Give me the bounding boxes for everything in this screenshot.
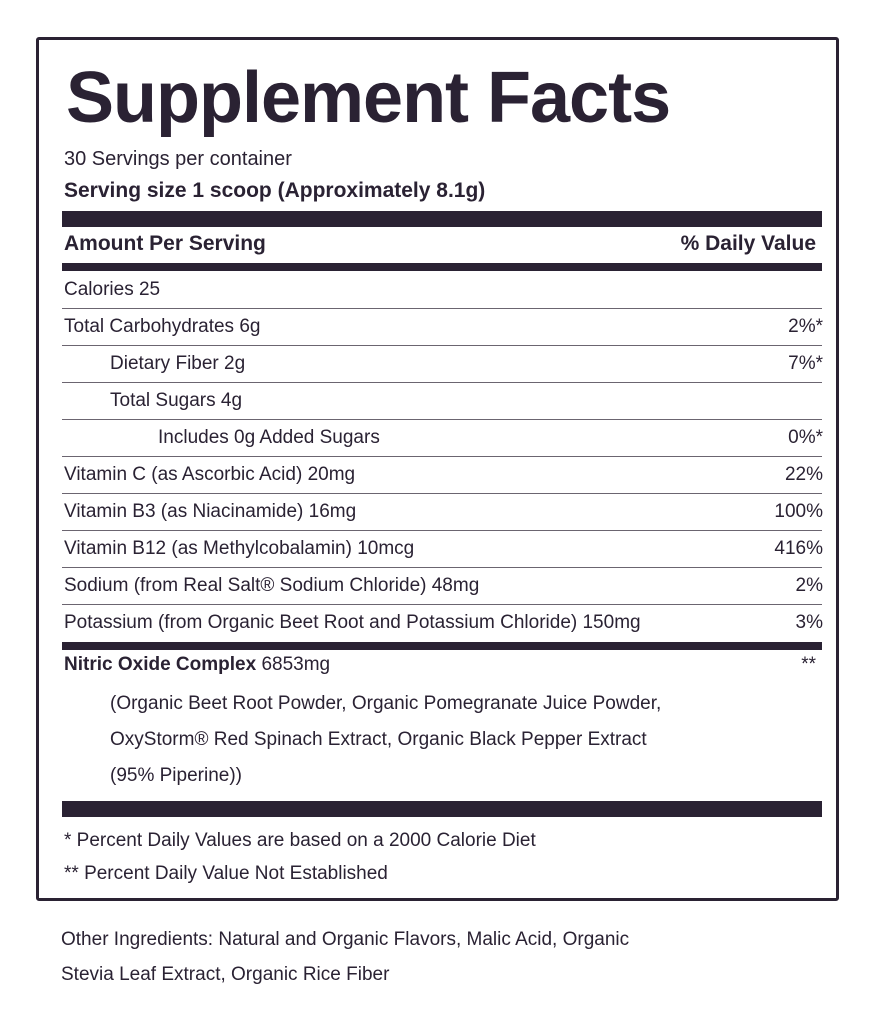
complex-amount: 6853mg	[261, 654, 331, 675]
nutrient-name: Includes 0g Added Sugars	[158, 427, 380, 448]
servings-per-container: 30 Servings per container	[64, 148, 292, 170]
nutrient-name: Total Carbohydrates 6g	[64, 316, 261, 337]
nutrient-row-total-carbohydrates	[62, 309, 822, 346]
nutrient-row-vitamin-b3	[62, 494, 822, 531]
other-ingredients-line: Other Ingredients: Natural and Organic Flavors, Malic Acid, Organic	[61, 929, 630, 950]
nutrient-dv: 2%*	[788, 316, 823, 337]
amount-per-serving-header: Amount Per Serving	[64, 232, 266, 255]
nutrient-dv: 100%	[774, 501, 823, 522]
nutrient-dv: 2%	[795, 575, 823, 596]
nutrient-row-added-sugars	[62, 420, 822, 457]
other-ingredients-line: Stevia Leaf Extract, Organic Rice Fiber	[61, 964, 390, 985]
nutrient-dv: 7%*	[788, 353, 823, 374]
nutrient-row-vitamin-b12	[62, 531, 822, 568]
nutrient-name: Calories 25	[64, 279, 161, 300]
nutrient-row-sodium	[62, 568, 822, 605]
medium-divider	[62, 263, 822, 271]
nutrient-row-vitamin-c	[62, 457, 822, 494]
complex-ingredients-line: (95% Piperine))	[110, 765, 242, 786]
nutrient-dv: 416%	[774, 538, 823, 559]
complex-ingredients-line: (Organic Beet Root Powder, Organic Pomegranate Juice Powder,	[110, 693, 662, 714]
complex-name: Nitric Oxide Complex	[64, 654, 257, 675]
nutrient-name: Sodium (from Real Salt® Sodium Chloride) 48mg	[64, 575, 480, 596]
thick-divider	[62, 801, 822, 817]
nitric-oxide-complex	[64, 652, 330, 678]
complex-ingredients	[110, 686, 810, 794]
complex-ingredients-line: OxyStorm® Red Spinach Extract, Organic Black Pepper Extract	[110, 729, 647, 750]
nutrient-dv: 3%	[795, 612, 823, 633]
panel-title: Supplement Facts	[66, 58, 671, 138]
nutrient-row-dietary-fiber	[62, 346, 822, 383]
nutrient-row-total-sugars	[62, 383, 822, 420]
nutrient-row-calories	[62, 272, 822, 309]
footnote-daily-values: * Percent Daily Values are based on a 2000 Calorie Diet	[64, 830, 536, 851]
supplement-facts-panel	[36, 37, 839, 901]
nutrient-row-potassium	[62, 605, 822, 642]
medium-divider	[62, 642, 822, 650]
daily-value-header: % Daily Value	[680, 232, 816, 255]
nutrient-name: Dietary Fiber 2g	[110, 353, 246, 374]
nutrient-name: Vitamin C (as Ascorbic Acid) 20mg	[64, 464, 356, 485]
complex-dv: **	[801, 654, 816, 675]
nutrient-name: Total Sugars 4g	[110, 390, 243, 411]
footnote-not-established: ** Percent Daily Value Not Established	[64, 863, 388, 884]
nutrient-name: Vitamin B3 (as Niacinamide) 16mg	[64, 501, 357, 522]
thick-divider	[62, 211, 822, 227]
serving-size: Serving size 1 scoop (Approximately 8.1g)	[64, 179, 486, 202]
nutrient-name: Potassium (from Organic Beet Root and Potassium Chloride) 150mg	[64, 612, 641, 633]
nutrient-dv: 22%	[784, 464, 823, 485]
nutrient-name: Vitamin B12 (as Methylcobalamin) 10mcg	[64, 538, 415, 559]
nutrient-dv: 0%*	[788, 427, 823, 448]
other-ingredients	[61, 922, 821, 992]
